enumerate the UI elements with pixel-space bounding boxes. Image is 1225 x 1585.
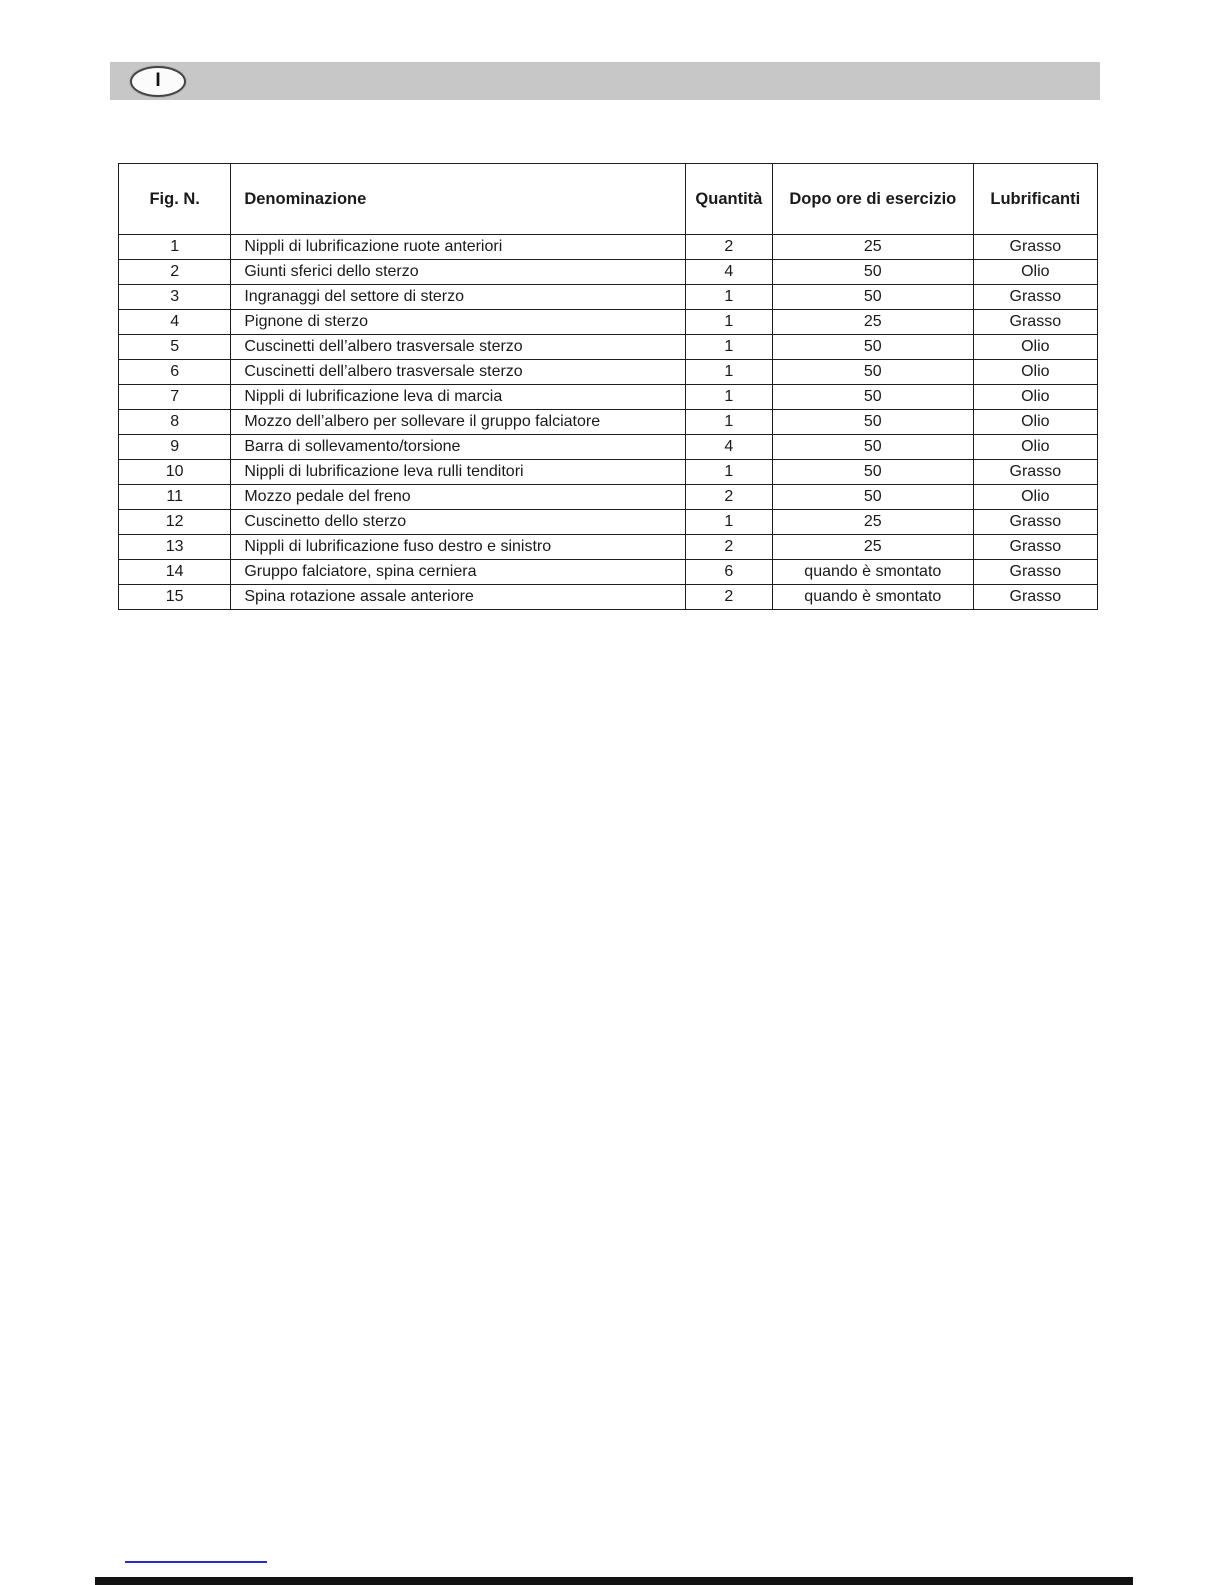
cell-denominazione: Spina rotazione assale anteriore — [231, 585, 685, 610]
cell-denominazione: Nippli di lubrificazione fuso destro e sinistro — [231, 535, 685, 560]
cell-lubrificante: Grasso — [973, 235, 1097, 260]
language-badge-oval — [130, 66, 186, 97]
cell-dopo-ore: 25 — [773, 535, 974, 560]
cell-fig-number: 8 — [119, 410, 231, 435]
cell-dopo-ore: 50 — [773, 385, 974, 410]
cell-denominazione: Cuscinetto dello sterzo — [231, 510, 685, 535]
cell-quantita: 1 — [685, 310, 772, 335]
cell-fig-number: 10 — [119, 460, 231, 485]
cell-fig-number: 14 — [119, 560, 231, 585]
cell-quantita: 4 — [685, 260, 772, 285]
table-row — [119, 235, 1098, 260]
cell-denominazione: Nippli di lubrificazione ruote anteriori — [231, 235, 685, 260]
cell-quantita: 2 — [685, 585, 772, 610]
cell-quantita: 2 — [685, 235, 772, 260]
cell-quantita: 1 — [685, 285, 772, 310]
lubrication-table — [118, 163, 1098, 610]
table-row — [119, 310, 1098, 335]
cell-denominazione: Cuscinetti dell’albero trasversale sterzo — [231, 335, 685, 360]
cell-denominazione: Nippli di lubrificazione leva di marcia — [231, 385, 685, 410]
cell-denominazione: Cuscinetti dell’albero trasversale sterzo — [231, 360, 685, 385]
table-body — [119, 235, 1098, 610]
table-row — [119, 510, 1098, 535]
cell-lubrificante: Grasso — [973, 585, 1097, 610]
cell-quantita: 2 — [685, 535, 772, 560]
table-row — [119, 535, 1098, 560]
table-row — [119, 485, 1098, 510]
header-lubrificanti: Lubrificanti — [973, 164, 1097, 235]
cell-quantita: 1 — [685, 410, 772, 435]
cell-fig-number: 11 — [119, 485, 231, 510]
table-row — [119, 435, 1098, 460]
cell-fig-number: 7 — [119, 385, 231, 410]
cell-denominazione: Giunti sferici dello sterzo — [231, 260, 685, 285]
cell-fig-number: 15 — [119, 585, 231, 610]
cell-quantita: 1 — [685, 335, 772, 360]
cell-fig-number: 5 — [119, 335, 231, 360]
cell-lubrificante: Grasso — [973, 460, 1097, 485]
cell-denominazione: Pignone di sterzo — [231, 310, 685, 335]
cell-lubrificante: Olio — [973, 485, 1097, 510]
cell-fig-number: 12 — [119, 510, 231, 535]
cell-lubrificante: Grasso — [973, 560, 1097, 585]
table-header — [119, 164, 1098, 235]
cell-lubrificante: Olio — [973, 435, 1097, 460]
cell-fig-number: 4 — [119, 310, 231, 335]
cell-dopo-ore: 50 — [773, 460, 974, 485]
language-header-bar — [110, 62, 1100, 100]
cell-fig-number: 6 — [119, 360, 231, 385]
cell-quantita: 1 — [685, 385, 772, 410]
table-row — [119, 585, 1098, 610]
cell-lubrificante: Grasso — [973, 310, 1097, 335]
cell-dopo-ore: quando è smontato — [773, 585, 974, 610]
footer-link-underline — [125, 1561, 267, 1563]
cell-denominazione: Mozzo dell’albero per sollevare il gruppo falciatore — [231, 410, 685, 435]
page-bottom-scan-artifact — [95, 1577, 1133, 1585]
cell-quantita: 1 — [685, 360, 772, 385]
cell-lubrificante: Grasso — [973, 285, 1097, 310]
table-row — [119, 285, 1098, 310]
cell-dopo-ore: 50 — [773, 285, 974, 310]
cell-quantita: 1 — [685, 460, 772, 485]
table-header-row — [119, 164, 1098, 235]
cell-denominazione: Ingranaggi del settore di sterzo — [231, 285, 685, 310]
cell-quantita: 4 — [685, 435, 772, 460]
cell-dopo-ore: 50 — [773, 360, 974, 385]
cell-denominazione: Nippli di lubrificazione leva rulli tenditori — [231, 460, 685, 485]
cell-dopo-ore: 50 — [773, 260, 974, 285]
cell-dopo-ore: 50 — [773, 335, 974, 360]
cell-lubrificante: Olio — [973, 360, 1097, 385]
cell-lubrificante: Olio — [973, 385, 1097, 410]
language-badge-label: I — [155, 70, 161, 91]
cell-dopo-ore: 50 — [773, 485, 974, 510]
table-row — [119, 335, 1098, 360]
table-row — [119, 460, 1098, 485]
table-row — [119, 360, 1098, 385]
cell-denominazione: Barra di sollevamento/torsione — [231, 435, 685, 460]
cell-quantita: 2 — [685, 485, 772, 510]
cell-denominazione: Gruppo falciatore, spina cerniera — [231, 560, 685, 585]
table-row — [119, 560, 1098, 585]
header-fig-n: Fig. N. — [119, 164, 231, 235]
cell-dopo-ore: 25 — [773, 510, 974, 535]
cell-lubrificante: Grasso — [973, 535, 1097, 560]
cell-fig-number: 3 — [119, 285, 231, 310]
cell-dopo-ore: 25 — [773, 310, 974, 335]
cell-fig-number: 9 — [119, 435, 231, 460]
header-dopo-ore: Dopo ore di esercizio — [773, 164, 974, 235]
cell-quantita: 6 — [685, 560, 772, 585]
header-denominazione: Denominazione — [231, 164, 685, 235]
cell-fig-number: 2 — [119, 260, 231, 285]
header-quantita: Quantità — [685, 164, 772, 235]
cell-denominazione: Mozzo pedale del freno — [231, 485, 685, 510]
cell-fig-number: 13 — [119, 535, 231, 560]
cell-lubrificante: Grasso — [973, 510, 1097, 535]
cell-dopo-ore: 50 — [773, 410, 974, 435]
cell-fig-number: 1 — [119, 235, 231, 260]
cell-lubrificante: Olio — [973, 260, 1097, 285]
table-row — [119, 410, 1098, 435]
cell-lubrificante: Olio — [973, 410, 1097, 435]
table-row — [119, 260, 1098, 285]
table-row — [119, 385, 1098, 410]
cell-lubrificante: Olio — [973, 335, 1097, 360]
cell-dopo-ore: quando è smontato — [773, 560, 974, 585]
cell-dopo-ore: 50 — [773, 435, 974, 460]
cell-dopo-ore: 25 — [773, 235, 974, 260]
cell-quantita: 1 — [685, 510, 772, 535]
